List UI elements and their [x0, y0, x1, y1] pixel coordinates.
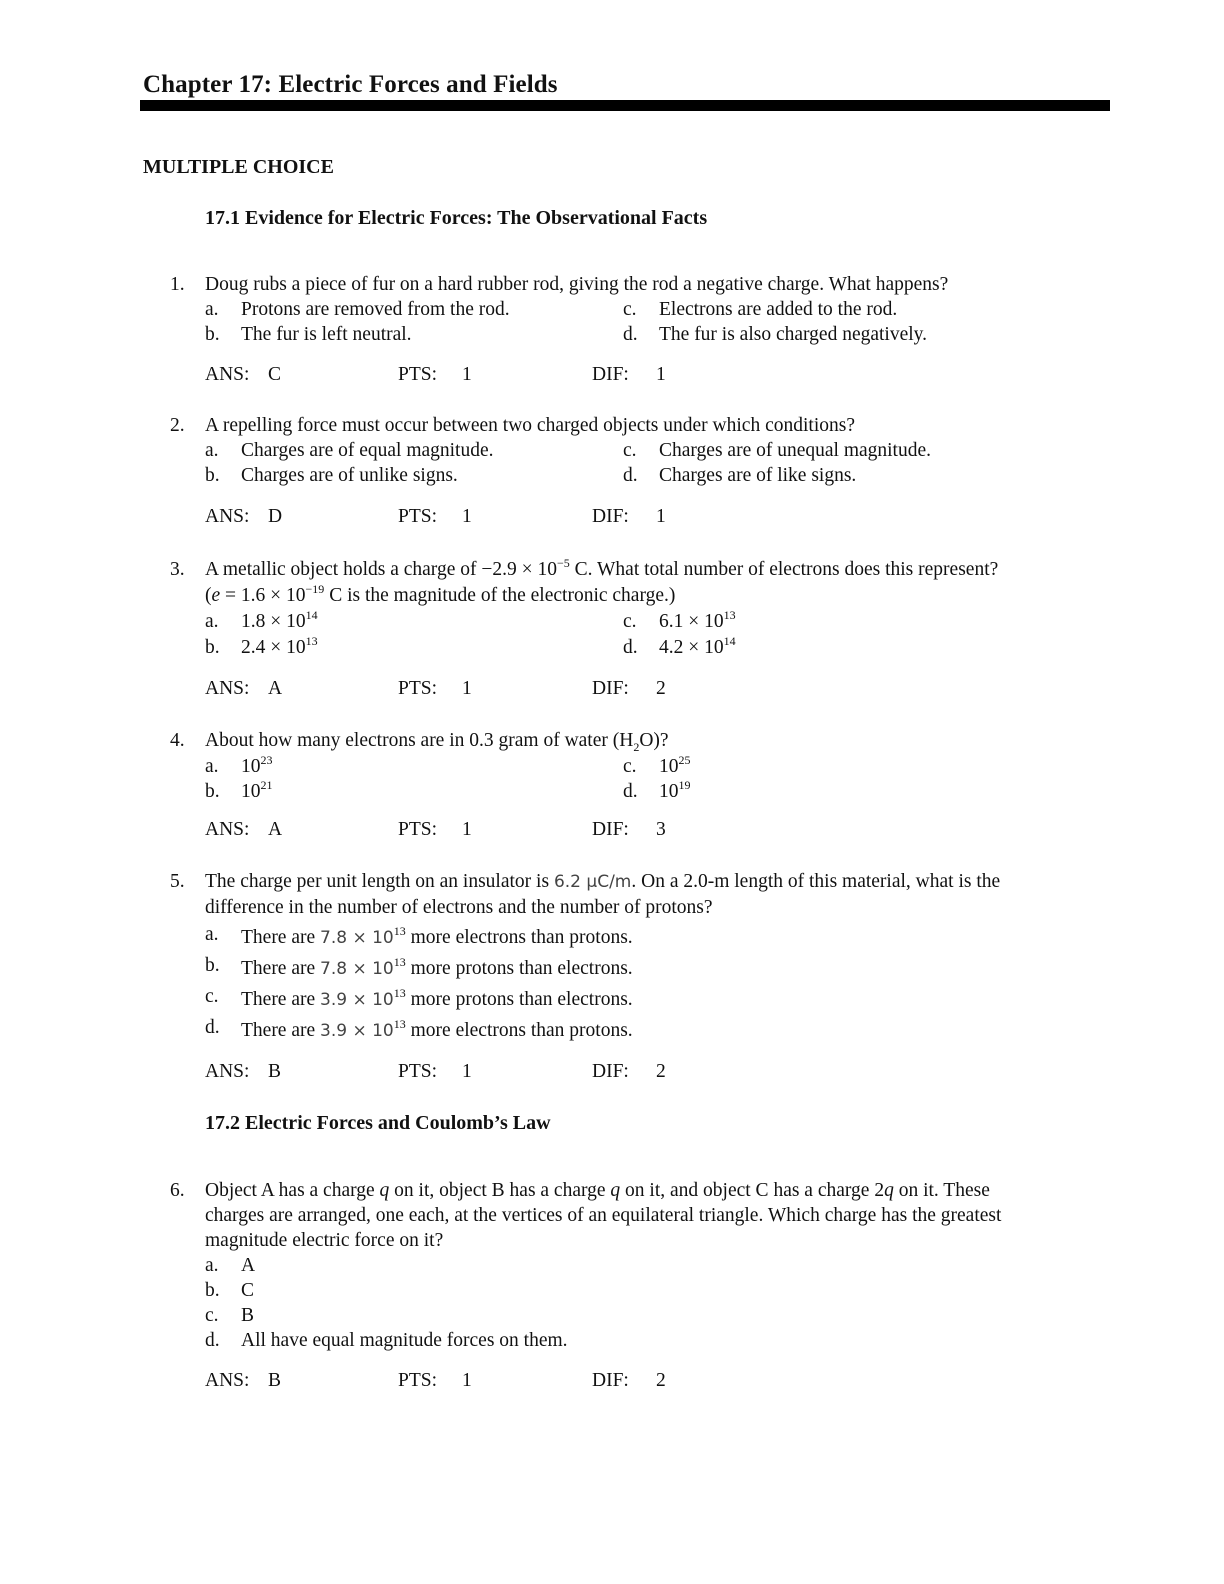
ans-value: C [268, 364, 282, 385]
ans-label: ANS: [205, 506, 250, 527]
question-text-part: on it, object B has a charge [389, 1180, 611, 1201]
option-letter: d. [623, 324, 638, 345]
option-letter: b. [205, 781, 220, 802]
pts-label: PTS: [398, 819, 438, 840]
option-text [241, 987, 633, 1014]
option-base: 2.4 × 10 [241, 637, 306, 658]
exponent: 14 [723, 634, 736, 648]
exponent: 19 [678, 778, 691, 792]
dif-value: 1 [656, 364, 666, 385]
option-letter: b. [205, 955, 220, 976]
option-text [241, 609, 318, 636]
question-number: 1. [170, 274, 185, 295]
ans-value: B [268, 1061, 282, 1082]
option-text [659, 635, 736, 662]
title-rule [140, 100, 1110, 111]
pts-value: 1 [462, 364, 472, 385]
option-text [241, 925, 633, 952]
dif-label: DIF: [592, 364, 629, 385]
ans-value: B [268, 1370, 282, 1391]
ans-value: D [268, 506, 283, 527]
subsection-heading: 17.2 Electric Forces and Coulomb’s Law [205, 1112, 551, 1134]
variable-q: q [379, 1180, 390, 1201]
question-text: A repelling force must occur between two charged objects under which conditions? [205, 415, 855, 436]
option-base: 10 [659, 781, 679, 802]
exponent: 13 [393, 1017, 406, 1031]
ans-value: A [268, 678, 283, 699]
option-text-part: more protons than electrons. [405, 989, 633, 1010]
option-letter: d. [205, 1017, 220, 1038]
pts-label: PTS: [398, 678, 438, 699]
dif-value: 2 [656, 1370, 666, 1391]
option-letter: a. [205, 611, 219, 632]
question-text [205, 1178, 1105, 1203]
math-expression: 3.9 × 10 [320, 990, 394, 1010]
question-text-part: C is the magnitude of the electronic charge.) [324, 585, 676, 606]
math-expression: 7.8 × 10 [320, 959, 394, 979]
question-text-line2: difference in the number of electrons and the number of protons? [205, 897, 713, 918]
question-number: 3. [170, 559, 185, 580]
option-text: Charges are of equal magnitude. [241, 440, 494, 461]
pts-value: 1 [462, 678, 472, 699]
option-text: C [241, 1280, 255, 1301]
exponent: 13 [393, 986, 406, 1000]
option-letter: d. [623, 465, 638, 486]
question-text-part: on it. These [893, 1180, 990, 1201]
question-text-part: About how many electrons are in 0.3 gram of water (H [205, 730, 634, 751]
question-text-part: on it, and object C has a charge 2 [620, 1180, 885, 1201]
option-base: 4.2 × 10 [659, 637, 724, 658]
option-text: Electrons are added to the rod. [659, 299, 898, 320]
chapter-title: Chapter 17: Electric Forces and Fields [143, 71, 558, 98]
dif-label: DIF: [592, 506, 629, 527]
exponent: 13 [723, 608, 736, 622]
option-text [241, 956, 633, 983]
question-text [205, 557, 1105, 584]
pts-value: 1 [462, 819, 472, 840]
option-letter: c. [623, 756, 637, 777]
pts-label: PTS: [398, 364, 438, 385]
option-letter: c. [623, 440, 637, 461]
option-base: 10 [659, 756, 679, 777]
question-text-part: Object A has a charge [205, 1180, 380, 1201]
question-text-part: C. What total number of electrons does this represent? [569, 559, 999, 580]
option-text-part: There are [241, 958, 321, 979]
option-text-part: There are [241, 1020, 321, 1041]
exponent: 14 [305, 608, 318, 622]
option-letter: a. [205, 299, 219, 320]
question-number: 5. [170, 871, 185, 892]
ans-label: ANS: [205, 1061, 250, 1082]
dif-label: DIF: [592, 1061, 629, 1082]
option-text: Charges are of unequal magnitude. [659, 440, 932, 461]
subscript: 2 [633, 740, 640, 754]
option-letter: b. [205, 1280, 220, 1301]
ans-label: ANS: [205, 364, 250, 385]
question-text-line3: magnitude electric force on it? [205, 1230, 444, 1251]
exponent: 13 [393, 924, 406, 938]
option-letter: d. [623, 637, 638, 658]
option-text-part: more electrons than protons. [405, 927, 633, 948]
option-letter: d. [205, 1330, 220, 1351]
ans-value: A [268, 819, 283, 840]
question-number: 4. [170, 730, 185, 751]
option-text [659, 754, 691, 781]
dif-label: DIF: [592, 1370, 629, 1391]
option-base: 1.8 × 10 [241, 611, 306, 632]
option-letter: c. [623, 611, 637, 632]
question-text [205, 869, 1105, 895]
question-text-part: O)? [639, 730, 669, 751]
option-letter: a. [205, 440, 219, 461]
question-text-part: The charge per unit length on an insulator is [205, 871, 554, 892]
option-text [241, 1018, 633, 1045]
pts-value: 1 [462, 506, 472, 527]
subsection-heading: 17.1 Evidence for Electric Forces: The Observational Facts [205, 207, 708, 229]
ans-label: ANS: [205, 1370, 250, 1391]
variable-q: q [610, 1180, 621, 1201]
option-letter: a. [205, 756, 219, 777]
exponent: −5 [556, 556, 570, 570]
exponent: 21 [260, 778, 273, 792]
option-base: 10 [241, 781, 261, 802]
exponent: 13 [305, 634, 318, 648]
option-text-part: There are [241, 989, 321, 1010]
option-text: Protons are removed from the rod. [241, 299, 510, 320]
question-text-line2 [205, 583, 1105, 610]
question-text-part: = 1.6 × 10 [220, 585, 306, 606]
section-heading: MULTIPLE CHOICE [143, 156, 334, 178]
ans-label: ANS: [205, 819, 250, 840]
option-letter: b. [205, 324, 220, 345]
pts-value: 1 [462, 1061, 472, 1082]
variable-q: q [884, 1180, 894, 1201]
question-text-line2: charges are arranged, one each, at the vertices of an equilateral triangle. Which charge has the greatest [205, 1205, 1002, 1226]
math-expression: 7.8 × 10 [320, 928, 394, 948]
math-expression: 3.9 × 10 [320, 1021, 394, 1041]
exponent: 25 [678, 753, 691, 767]
option-base: 6.1 × 10 [659, 611, 724, 632]
dif-value: 1 [656, 506, 666, 527]
option-text: B [241, 1305, 255, 1326]
variable-e: e [211, 585, 221, 606]
question-number: 2. [170, 415, 185, 436]
option-text: A [241, 1255, 256, 1276]
option-text-part: There are [241, 927, 321, 948]
question-text-part: . On a 2.0-m length of this material, what is the [631, 871, 1001, 892]
question-text: Doug rubs a piece of fur on a hard rubber rod, giving the rod a negative charge. What happens? [205, 274, 949, 295]
option-text: Charges are of unlike signs. [241, 465, 458, 486]
option-letter: a. [205, 1255, 219, 1276]
option-text-part: more protons than electrons. [405, 958, 633, 979]
dif-label: DIF: [592, 819, 629, 840]
option-letter: c. [205, 1305, 219, 1326]
option-letter: a. [205, 924, 219, 945]
question-text-part: ( [205, 585, 212, 606]
option-text [241, 754, 273, 781]
pts-value: 1 [462, 1370, 472, 1391]
option-letter: c. [205, 986, 219, 1007]
option-letter: b. [205, 637, 220, 658]
dif-value: 3 [656, 819, 666, 840]
dif-value: 2 [656, 678, 666, 699]
pts-label: PTS: [398, 506, 438, 527]
option-text: All have equal magnitude forces on them. [241, 1330, 568, 1351]
exponent: 13 [393, 955, 406, 969]
option-text [659, 609, 736, 636]
ans-label: ANS: [205, 678, 250, 699]
option-text [659, 779, 691, 806]
question-text [205, 728, 1105, 755]
option-letter: b. [205, 465, 220, 486]
option-text-part: more electrons than protons. [405, 1020, 633, 1041]
option-text [241, 635, 318, 662]
option-base: 10 [241, 756, 261, 777]
option-text: Charges are of like signs. [659, 465, 857, 486]
exponent: −19 [305, 582, 325, 596]
option-letter: d. [623, 781, 638, 802]
option-text: The fur is left neutral. [241, 324, 412, 345]
dif-label: DIF: [592, 678, 629, 699]
option-text: The fur is also charged negatively. [659, 324, 928, 345]
pts-label: PTS: [398, 1061, 438, 1082]
option-letter: c. [623, 299, 637, 320]
option-text [241, 779, 273, 806]
question-number: 6. [170, 1180, 185, 1201]
exponent: 23 [260, 753, 273, 767]
question-text-part: A metallic object holds a charge of −2.9 × 10 [205, 559, 557, 580]
pts-label: PTS: [398, 1370, 438, 1391]
dif-value: 2 [656, 1061, 666, 1082]
math-expression: 6.2 μC/m [553, 872, 632, 892]
